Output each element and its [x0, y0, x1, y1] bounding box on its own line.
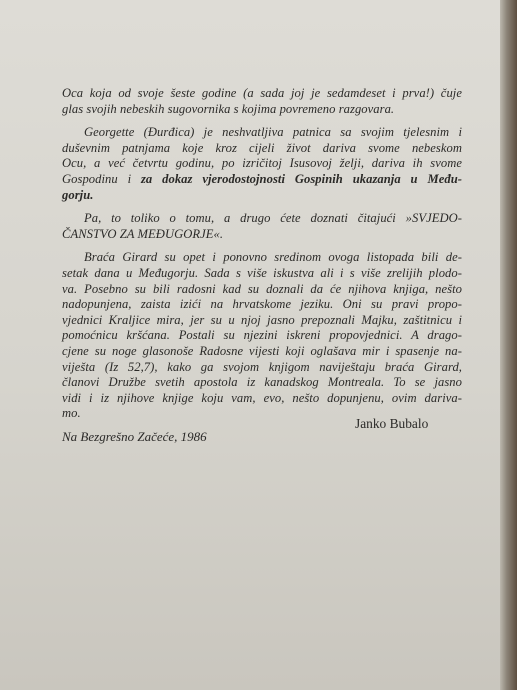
- author-signature: Janko Bubalo: [355, 416, 429, 431]
- text-line: [62, 172, 462, 188]
- text-line: vidi i iz njihove knjige koju vam, evo, nešto dopunjenu, ovim darivа-: [62, 390, 462, 405]
- text-line: članovi Družbe svetih apostola iz kanadskog Montreala. To se jasno: [62, 375, 462, 390]
- text-line: Braća Girard su opet i ponovno sredinom ovoga listopada bili de-: [84, 250, 462, 265]
- paragraph: [62, 86, 462, 117]
- text-line: pomoćnicu kršćana. Postali su njezini iskreni propovjednici. A drago-: [62, 328, 462, 343]
- text-line: nadopunjena, zaista izići na hrvatskome jeziku. Oni su pravi propo-: [62, 297, 462, 312]
- paragraph: [62, 211, 462, 242]
- text-run: Gospodinu i: [62, 171, 141, 186]
- text-line: va. Posebno su bili radosni kad su doznali da će njihova knjiga, nešto: [62, 281, 462, 296]
- text-line: Georgette (Đurđica) je neshvatljiva patnica sa svojim tjelesnim i: [84, 125, 462, 140]
- place-date: Na Bezgrešno Začeće, 1986: [62, 429, 207, 444]
- page-edge-shadow: [500, 0, 517, 690]
- text-line: duševnim patnjama koje kroz cijeli život dariva svome nebeskom: [62, 140, 462, 155]
- paragraph: [62, 250, 462, 422]
- body-text: [62, 86, 462, 422]
- text-line: Pa, to toliko o tomu, a drugo ćete doznati čitajući »SVJEDO-: [84, 211, 462, 226]
- text-line: glas svojih nebeskih sugovornika s kojima povremeno razgovara.: [62, 101, 395, 116]
- text-line: vjednici Kraljice mira, jer su u njoj jasno prepoznali Majku, zaštitnicu i: [62, 312, 462, 327]
- text-line: [62, 188, 462, 204]
- text-line: viješta (Iz 52,7), kako ga svojom knjigom naviještaju braća Girard,: [62, 359, 462, 374]
- text-line: setak dana u Međugorju. Sada s više iskustva ali i s više zrelijih plodo-: [62, 265, 462, 280]
- text-line: mo.: [62, 406, 81, 421]
- text-line: Oca koja od svoje šeste godine (a sada joj je sedamdeset i prva!) čuje: [62, 86, 462, 100]
- paragraph: [62, 125, 462, 203]
- text-line: Ocu, a već četvrtu godinu, po izričitoj Isusovoj želji, dariva ih svome: [62, 156, 462, 171]
- bold-phrase: za dokaz vjerodostojnosti Gospinih ukazanja u Među-: [140, 171, 462, 186]
- bold-phrase-end: gorju.: [62, 187, 94, 202]
- text-line: cjene su noge glasonoše Radosne vijesti koji oglašava mir i spasenje na-: [62, 343, 462, 358]
- text-line: ČANSTVO ZA MEĐUGORJE«.: [62, 226, 224, 241]
